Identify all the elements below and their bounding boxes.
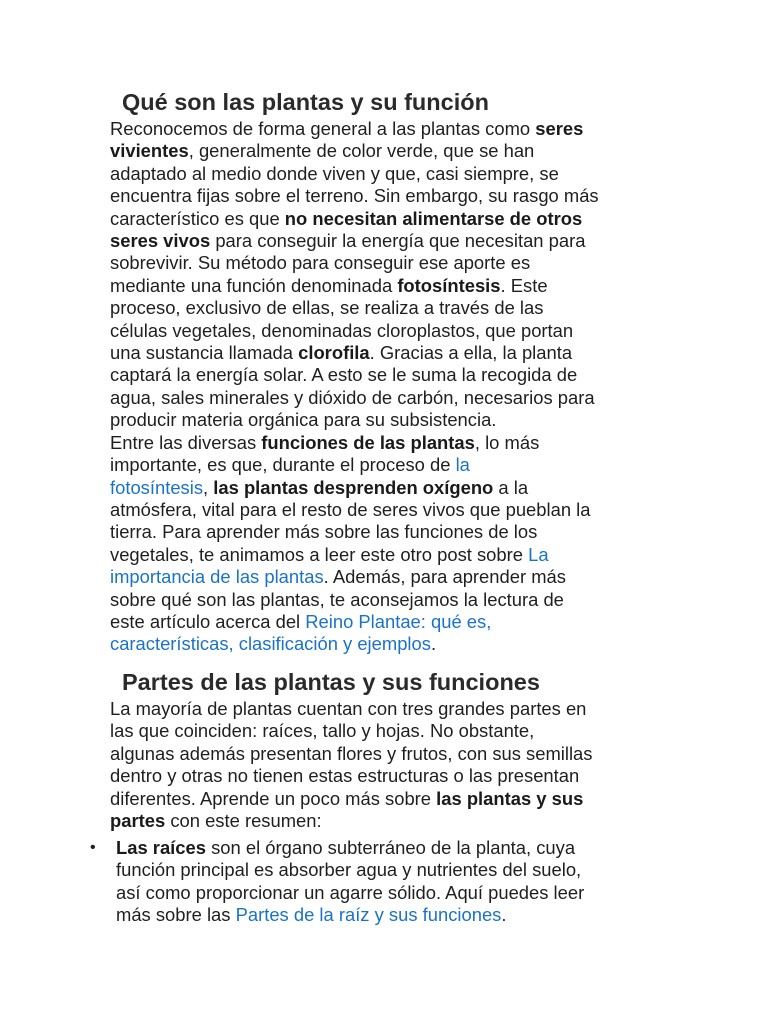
text-line (110, 252, 666, 274)
text-run: mediante una función denominada (110, 274, 398, 296)
bold-text: funciones de las plantas (261, 431, 475, 453)
text-line (110, 163, 666, 185)
text-line (110, 387, 666, 409)
text-line (110, 297, 666, 319)
bold-text: las plantas desprenden oxígeno (213, 476, 494, 498)
text-line (110, 320, 666, 342)
bold-text: partes (110, 810, 166, 832)
text-line (110, 364, 666, 386)
text-line (110, 521, 666, 543)
text-line (110, 409, 666, 431)
text-run: función principal es absorber agua y nutrientes del suelo, (116, 859, 582, 881)
inline-link[interactable]: la (455, 454, 470, 476)
text-run: sobrevivir. Su método para conseguir ese aporte es (110, 252, 531, 274)
text-run: encuentra fijas sobre el terreno. Sin embargo, su rasgo más (110, 185, 599, 207)
text-run: diferentes. Aprende un poco más sobre (110, 787, 437, 809)
text-run: . (430, 633, 437, 655)
text-run: producir materia orgánica para su subsistencia. (110, 409, 497, 431)
text-line (110, 118, 666, 140)
bold-text: Las raíces (116, 837, 206, 858)
text-line (110, 566, 666, 588)
text-line (110, 633, 666, 655)
text-line (110, 208, 666, 230)
text-line (110, 698, 666, 720)
text-run: , lo más (474, 431, 540, 453)
text-run: este artículo acerca del (110, 610, 306, 632)
text-line (110, 765, 666, 787)
text-line (110, 185, 666, 207)
text-run: Entre las diversas (110, 431, 262, 453)
text-line (110, 140, 666, 162)
text-run: característico es que (110, 207, 285, 229)
text-line (116, 904, 670, 926)
text-run: son el órgano subterráneo de la planta, cuya (205, 837, 576, 858)
text-run: importante, es que, durante el proceso de (110, 454, 456, 476)
text-run: agua, sales minerales y dióxido de carbón, necesarios para (110, 386, 595, 408)
section-title-plant-parts: Partes de las plantas y sus funciones (122, 669, 540, 695)
text-run: . Este (500, 274, 548, 296)
text-run: así como proporcionar un agarre sólido. Aquí puedes leer (116, 881, 585, 903)
text-run: dentro y otras no tienen estas estructuras o las presentan (110, 765, 580, 787)
text-run: Reconocemos de forma general a las plantas como (110, 118, 536, 139)
bold-text: las plantas y sus (436, 787, 584, 809)
bold-text: fotosíntesis (397, 274, 501, 296)
text-run: . Además, para aprender más (323, 566, 566, 588)
bold-text: clorofila (298, 342, 370, 364)
text-line (110, 432, 666, 454)
text-run: , (203, 476, 214, 498)
parts-paragraph (110, 698, 666, 832)
text-run: más sobre las (116, 904, 236, 926)
inline-link[interactable]: características, clasificación y ejemplos (110, 633, 431, 655)
bold-text: no necesitan alimentarse de otros (284, 207, 583, 229)
inline-link[interactable]: Reino Plantae: qué es, (305, 610, 492, 632)
text-run: con este resumen: (165, 810, 322, 832)
inline-link[interactable]: La (528, 543, 549, 565)
text-run: vegetales, te animamos a leer este otro post sobre (110, 543, 529, 565)
text-line (110, 611, 666, 633)
text-run: sobre qué son las plantas, te aconsejamos la lectura de (110, 588, 564, 610)
text-run: atmósfera, vital para el resto de seres vivos que pueblan la (110, 498, 591, 520)
text-run: células vegetales, denominadas cloroplastos, que portan (110, 319, 574, 341)
text-line (110, 454, 666, 476)
text-line (110, 788, 666, 810)
text-run: proceso, exclusivo de ellas, se realiza a través de las (110, 297, 544, 319)
bold-text: seres (535, 118, 584, 139)
text-run: a la (493, 476, 529, 498)
text-line (110, 477, 666, 499)
text-run: , generalmente de color verde, que se han (188, 140, 535, 162)
bullet-list (90, 837, 670, 927)
text-run: las que coinciden: raíces, tallo y hojas. No obstante, (110, 720, 535, 742)
text-line (110, 499, 666, 521)
text-run: . Gracias a ella, la planta (369, 342, 573, 364)
text-line (110, 230, 666, 252)
bold-text: vivientes (110, 140, 189, 162)
text-run: captará la energía solar. A esto se le suma la recogida de (110, 364, 578, 386)
section-title-plants: Qué son las plantas y su función (122, 89, 489, 115)
bullet-dot-icon: • (90, 839, 96, 856)
bold-text: seres vivos (110, 230, 211, 252)
intro-paragraph (110, 118, 666, 656)
text-run: una sustancia llamada (110, 342, 299, 364)
text-line (110, 589, 666, 611)
text-run: adaptado al medio donde viven y que, casi siempre, se (110, 162, 559, 184)
text-run: . (501, 904, 507, 926)
text-line (110, 743, 666, 765)
inline-link[interactable]: Partes de la raíz y sus funciones (235, 904, 502, 926)
text-line (110, 275, 666, 297)
text-line (116, 837, 670, 859)
list-item-roots (90, 837, 670, 927)
bullet-text (116, 837, 670, 927)
text-run: tierra. Para aprender más sobre las funciones de los (110, 521, 538, 543)
inline-link[interactable]: importancia de las plantas (110, 566, 324, 588)
text-line (110, 720, 666, 742)
text-line (110, 810, 666, 832)
text-line (110, 342, 666, 364)
text-run: algunas además presentan flores y frutos, con sus semillas (110, 742, 593, 764)
text-run: para conseguir la energía que necesitan para (210, 230, 586, 252)
inline-link[interactable]: fotosíntesis (110, 476, 204, 498)
text-line (110, 544, 666, 566)
text-line (116, 859, 670, 881)
text-run: La mayoría de plantas cuentan con tres grandes partes en (110, 698, 587, 719)
text-line (116, 882, 670, 904)
